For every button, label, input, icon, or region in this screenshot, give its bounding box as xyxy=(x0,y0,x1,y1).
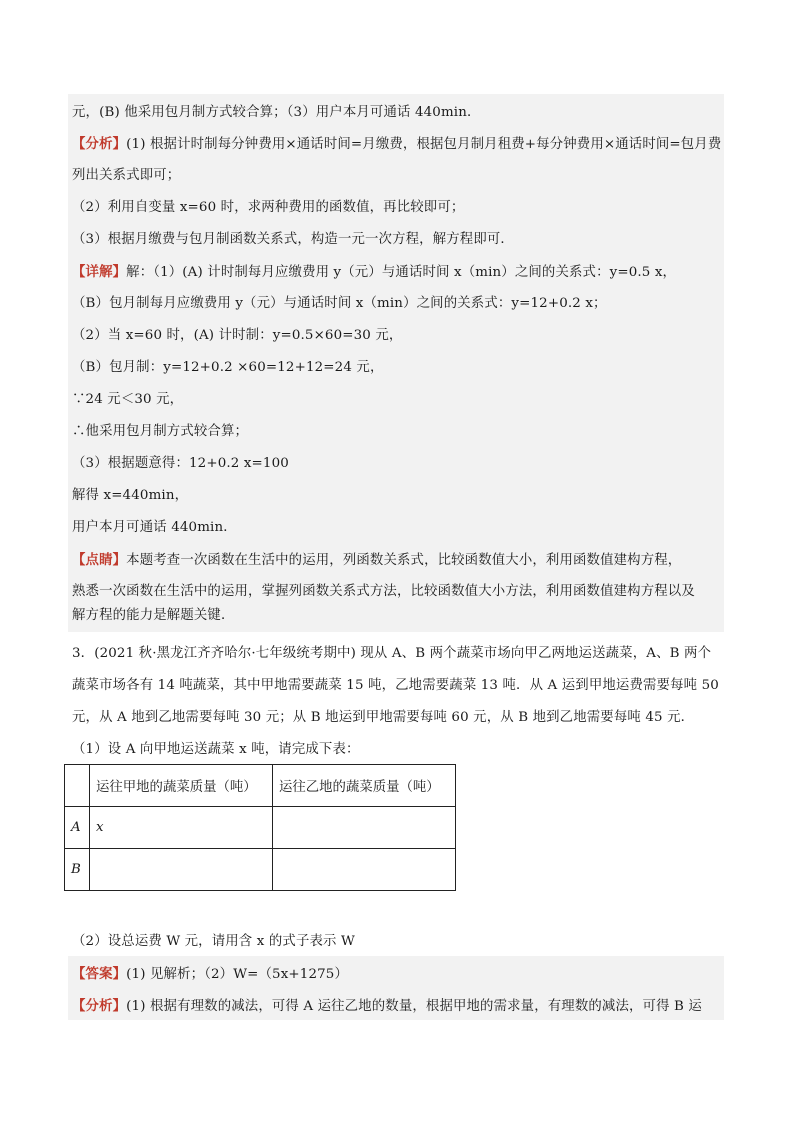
table-header-cell: 运往乙地的蔬菜质量（吨） xyxy=(273,765,456,807)
table-cell[interactable] xyxy=(273,807,456,849)
table-cell[interactable] xyxy=(273,849,456,891)
analysis-line: 【分析】(1) 根据有理数的减法，可得 A 运往乙地的数量，根据甲地的需求量，有理数的减法，可得 B 运 xyxy=(72,998,702,1014)
analysis-tag: 【分析】 xyxy=(72,136,127,152)
text-line: （2）利用自变量 x=60 时，求两种费用的函数值，再比较即可； xyxy=(72,200,465,215)
table-header-cell: 运往甲地的蔬菜质量（吨） xyxy=(90,765,273,807)
detail-line: 【详解】解：（1）(A) 计时制每月应缴费用 y（元）与通话时间 x（min）之间的关系式：y=0.5 x， xyxy=(72,264,677,280)
text-line: ∵24 元＜30 元， xyxy=(72,392,184,407)
text-line: （2）当 x=60 时，(A) 计时制：y=0.5×60=30 元， xyxy=(72,328,403,343)
text-line: （B）包月制：y=12+0.2 ×60=12+12=24 元， xyxy=(72,360,384,375)
text-line: 熟悉一次函数在生活中的运用，掌握列函数关系式方法，比较函数值大小方法，利用函数值建构方程以及 xyxy=(72,584,695,599)
table-cell[interactable] xyxy=(90,849,273,891)
comment-tag: 【点睛】 xyxy=(72,552,127,568)
question-line: 蔬菜市场各有 14 吨蔬菜，其中甲地需要蔬菜 15 吨，乙地需要蔬菜 13 吨．从 A 运到甲地运费需要每吨 50 xyxy=(72,678,719,693)
question-line: （2）设总运费 W 元，请用含 x 的式子表示 W xyxy=(72,934,355,949)
table-row xyxy=(65,765,456,807)
question-line: （1）设 A 向甲地运送蔬菜 x 吨，请完成下表： xyxy=(72,742,360,757)
answer-line: 【答案】(1) 见解析；（2）W=（5x+1275） xyxy=(72,966,348,982)
table-row-label: A xyxy=(65,807,90,849)
comment-line: 【点睛】本题考查一次函数在生活中的运用，列函数关系式，比较函数值大小，利用函数值建构方程， xyxy=(72,552,682,568)
table-row xyxy=(65,849,456,891)
text-line: 列出关系式即可； xyxy=(72,168,181,183)
text-line: （3）根据月缴费与包月制函数关系式，构造一元一次方程，解方程即可． xyxy=(72,232,514,247)
text-line: （3）根据题意得：12+0.2 x=100 xyxy=(72,456,289,471)
detail-tag: 【详解】 xyxy=(72,264,127,280)
text-line: 元，(B) 他采用包月制方式较合算；（3）用户本月可通话 440min． xyxy=(72,105,481,120)
table-row-label: B xyxy=(65,849,90,891)
text-line: ∴他采用包月制方式较合算； xyxy=(72,424,249,439)
table-cell: x xyxy=(90,807,273,849)
table-row xyxy=(65,807,456,849)
analysis-tag: 【分析】 xyxy=(72,998,127,1014)
transport-table xyxy=(64,764,456,891)
text-line: 解方程的能力是解题关键． xyxy=(72,608,235,623)
answer-tag: 【答案】 xyxy=(72,966,127,982)
table-cell xyxy=(65,765,90,807)
text-line: 解得 x=440min， xyxy=(72,488,189,503)
analysis-line: 【分析】(1) 根据计时制每分钟费用×通话时间=月缴费，根据包月制月租费+每分钟费用×通话时间=包月费 xyxy=(72,136,722,152)
text-line: （B）包月制每月应缴费用 y（元）与通话时间 x（min）之间的关系式：y=12+0.2 x； xyxy=(72,296,607,311)
question-line: 元，从 A 地到乙地需要每吨 30 元；从 B 地运到甲地需要每吨 60 元，从 B 地到乙地需要每吨 45 元． xyxy=(72,710,695,725)
question-line: 3．(2021 秋·黑龙江齐齐哈尔·七年级统考期中) 现从 A、B 两个蔬菜市场向甲乙两地运送蔬菜，A、B 两个 xyxy=(72,646,712,661)
text-line: 用户本月可通话 440min． xyxy=(72,520,237,535)
